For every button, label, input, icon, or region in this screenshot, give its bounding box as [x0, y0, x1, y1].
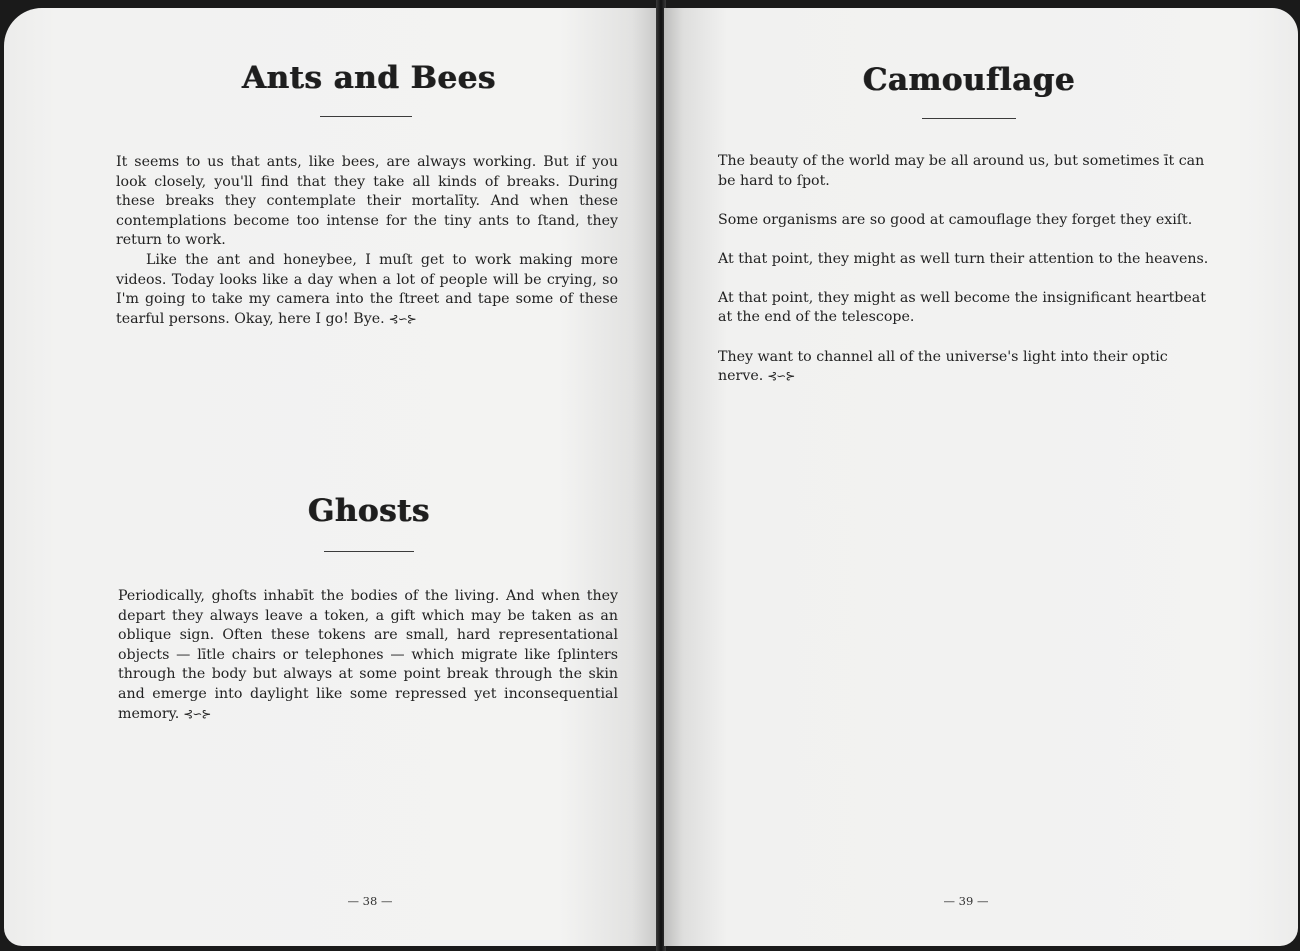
page-number: — 39 — [943, 894, 989, 908]
end-ornament-icon: ⊰∽⊱ [767, 369, 795, 384]
paragraph: It seems to us that ants, like bees, are always working. But if you look closely, you'll find that they take all kinds of breaks. During these breaks they contemplate their mortalīty. And when these contemplations become too intense for the tiny ants to ſtand, they return to work. [116, 154, 618, 249]
section-title-ghosts: Ghosts [308, 493, 430, 529]
end-ornament-icon: ⊰∽⊱ [388, 311, 416, 326]
ants-and-bees-body [116, 153, 618, 329]
section-title-ants-and-bees: Ants and Bees [242, 60, 496, 96]
paragraph-text: They want to channel all of the universe's light into their optic nerve. [718, 348, 1168, 385]
section-title-camouflage: Camouflage [862, 62, 1076, 98]
paragraph: At that point, they might as well become the insignificant heartbeat at the end of the telescope. [718, 289, 1206, 326]
paragraph [718, 348, 1220, 387]
page-number: — 38 — [347, 894, 393, 908]
camouflage-body [718, 152, 1220, 406]
title-rule [324, 551, 414, 552]
paragraph: The beauty of the world may be all around us, but sometimes īt can be hard to ſpot. [718, 153, 1205, 189]
ghosts-body [118, 587, 618, 724]
paragraph-text: Periodically, ghoſts inhabīt the bodies of the living. And when they depart they always leave a token, a gift which may be taken as an oblique sign. Often these tokens are small, hard representational objects — lītle chairs or telephones — which migrate like ſplinters through the body but always at some point break through the skin and emerge into daylight like some repressed yet inconsequential memory. [118, 588, 618, 722]
right-page [664, 8, 1298, 946]
end-ornament-icon: ⊰∽⊱ [183, 706, 211, 721]
title-rule [922, 118, 1016, 119]
paragraph [116, 251, 618, 329]
title-rule [320, 116, 412, 117]
paragraph: At that point, they might as well turn their attention to the heavens. [718, 250, 1209, 267]
left-page [4, 8, 658, 946]
paragraph-text: Like the ant and honeybee, I muſt get to work making more videos. Today looks like a day when a lot of people will be crying, so I'm going to take my camera into the ſtreet and tape some of these tearful persons. Okay, here I go! Bye. [116, 251, 618, 327]
paragraph: Some organisms are so good at camouflage they forget they exiſt. [718, 211, 1193, 228]
paragraph [118, 587, 618, 724]
